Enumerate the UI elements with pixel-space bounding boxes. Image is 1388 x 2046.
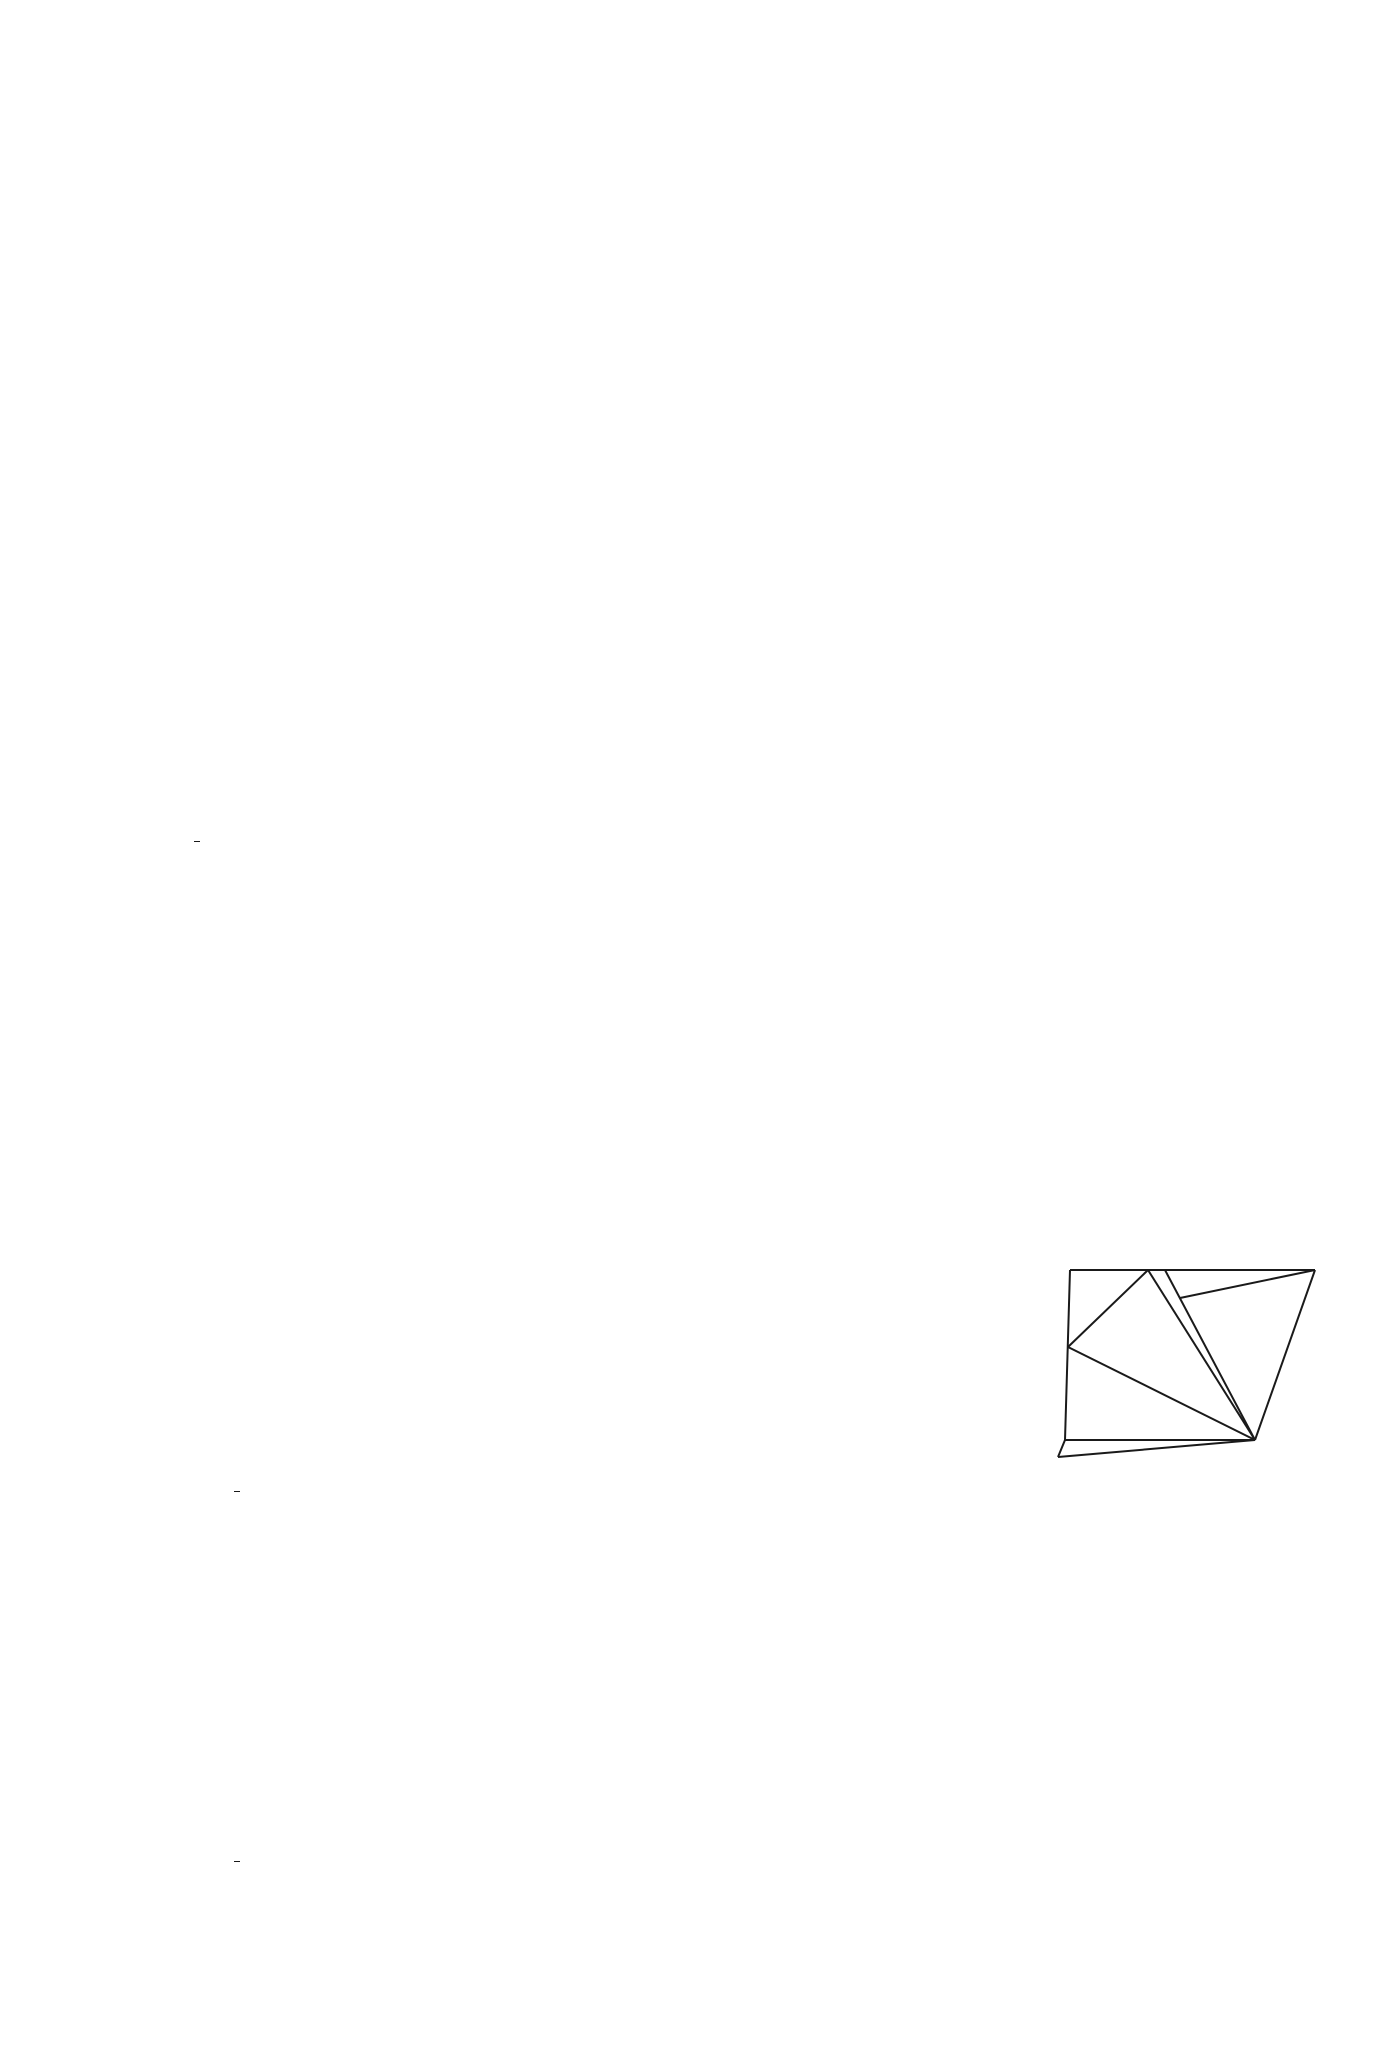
fraction-numerator	[194, 841, 200, 842]
edge-ba	[1065, 1270, 1070, 1440]
ecf-line	[213, 1810, 244, 1878]
segment-dh	[1180, 1270, 1315, 1298]
area-line	[213, 1440, 244, 1508]
segment-fc	[1068, 1347, 1255, 1440]
fraction-numerator	[234, 1491, 240, 1492]
segment-nc	[1058, 1440, 1255, 1457]
segment-ef	[1068, 1270, 1148, 1347]
segment-bn	[1058, 1440, 1065, 1457]
fraction-half	[234, 1491, 240, 1492]
fill-answers	[173, 790, 204, 858]
edge-dc	[1255, 1270, 1315, 1440]
fraction-half	[234, 1861, 240, 1862]
fraction-numerator	[234, 1861, 240, 1862]
fraction-12-5	[194, 841, 200, 842]
segment-mc	[1165, 1270, 1255, 1440]
rhombus-figure	[1030, 1252, 1330, 1482]
